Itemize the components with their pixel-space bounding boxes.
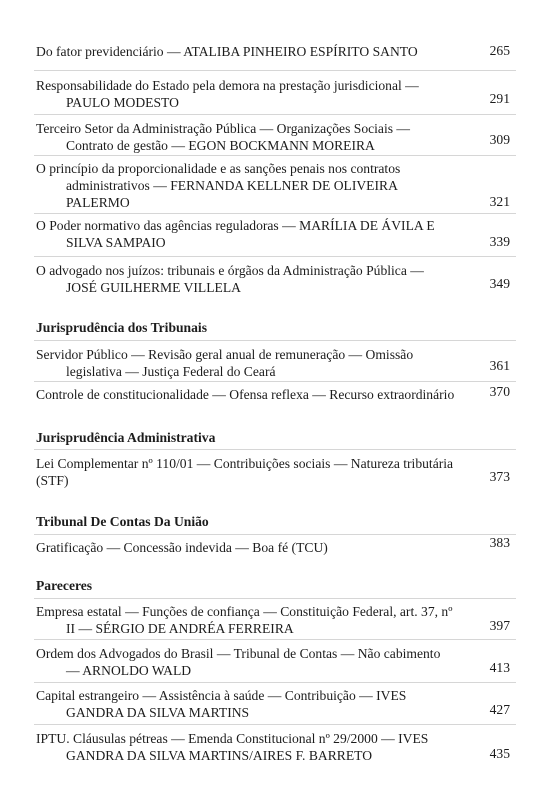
toc-entry (36, 217, 514, 251)
toc-entry-text: (STF) (36, 473, 69, 488)
toc-entry (36, 77, 514, 111)
toc-entry-text: Contrato de gestão — EGON BOCKMANN MOREIRA (66, 138, 375, 153)
divider (34, 682, 516, 683)
page-number: 339 (489, 234, 510, 249)
toc-entry-text: II — SÉRGIO DE ANDRÉA FERREIRA (66, 621, 294, 636)
toc-entry-text: PAULO MODESTO (66, 95, 179, 110)
toc-entry-text: Terceiro Setor da Administração Pública — Organizações Sociais — (36, 121, 411, 136)
toc-entry-text: O advogado nos juízos: tribunais e órgãos da Administração Pública — (36, 263, 424, 278)
toc-entry-text: legislativa — Justiça Federal do Ceará (66, 364, 276, 379)
toc-entry (36, 160, 514, 211)
section-heading: Jurisprudência Administrativa (36, 430, 216, 445)
toc-entry-text: — ARNOLDO WALD (66, 663, 192, 678)
toc-entry-text: GANDRA DA SILVA MARTINS/AIRES F. BARRETO (66, 748, 373, 763)
toc-entry (36, 539, 514, 556)
toc-entry (36, 346, 514, 380)
page-number: 413 (489, 660, 510, 675)
toc-entry-text: IPTU. Cláusulas pétreas — Emenda Constitucional nº 29/2000 — IVES (36, 731, 429, 746)
divider (34, 155, 516, 156)
page-number: 427 (489, 702, 510, 717)
divider (34, 256, 516, 257)
divider (34, 70, 516, 71)
divider (34, 213, 516, 214)
divider (34, 449, 516, 450)
toc-entry (36, 386, 514, 403)
toc-entry-text: GANDRA DA SILVA MARTINS (66, 705, 250, 720)
divider (34, 724, 516, 725)
page-number: 265 (489, 43, 510, 58)
toc-entry (36, 730, 514, 764)
toc-entry-text: O Poder normativo das agências reguladoras — MARÍLIA DE ÁVILA E (36, 218, 435, 233)
toc-entry (36, 603, 514, 637)
toc-entry-text: Controle de constitucionalidade — Ofensa reflexa — Recurso extraordinário (36, 387, 455, 402)
toc-entry (36, 645, 514, 679)
divider (34, 598, 516, 599)
toc-entry-text: Gratificação — Concessão indevida — Boa fé (TCU) (36, 540, 328, 555)
toc-entry-text: Empresa estatal — Funções de confiança — Constituição Federal, art. 37, nº (36, 604, 453, 619)
page-number: 349 (489, 276, 510, 291)
divider (34, 381, 516, 382)
toc-entry-text: Capital estrangeiro — Assistência à saúde — Contribuição — IVES (36, 688, 407, 703)
page-number: 291 (489, 91, 510, 106)
page-number: 435 (489, 746, 510, 761)
toc-entry-text: PALERMO (66, 195, 130, 210)
toc-entry-text: Lei Complementar nº 110/01 — Contribuições sociais — Natureza tributária (36, 456, 454, 471)
divider (34, 340, 516, 341)
toc-entry (36, 43, 514, 60)
toc-entry (36, 455, 514, 489)
section-heading: Tribunal De Contas Da União (36, 514, 209, 529)
divider (34, 534, 516, 535)
toc-entry-text: Ordem dos Advogados do Brasil — Tribunal de Contas — Não cabimento (36, 646, 441, 661)
toc-entry-text: SILVA SAMPAIO (66, 235, 166, 250)
page-number: 361 (489, 358, 510, 373)
toc-entry-text: administrativos — FERNANDA KELLNER DE OLIVEIRA (66, 178, 398, 193)
page-number: 309 (489, 132, 510, 147)
toc-entry-text: JOSÉ GUILHERME VILLELA (66, 280, 241, 295)
toc-entry-text: Responsabilidade do Estado pela demora na prestação jurisdicional — (36, 78, 419, 93)
section-heading: Pareceres (36, 578, 93, 593)
divider (34, 114, 516, 115)
toc-entry (36, 687, 514, 721)
toc-entry-text: Do fator previdenciário — ATALIBA PINHEIRO ESPÍRITO SANTO (36, 44, 418, 59)
page-number: 321 (489, 194, 510, 209)
page-number: 383 (489, 535, 510, 550)
toc-entry (36, 120, 514, 154)
divider (34, 639, 516, 640)
page-number: 397 (489, 618, 510, 633)
toc-entry-text: Servidor Público — Revisão geral anual de remuneração — Omissão (36, 347, 414, 362)
section-heading: Jurisprudência dos Tribunais (36, 320, 207, 335)
page-number: 370 (489, 384, 510, 399)
toc-entry (36, 262, 514, 296)
page-number: 373 (489, 469, 510, 484)
toc-entry-text: O princípio da proporcionalidade e as sanções penais nos contratos (36, 161, 401, 176)
